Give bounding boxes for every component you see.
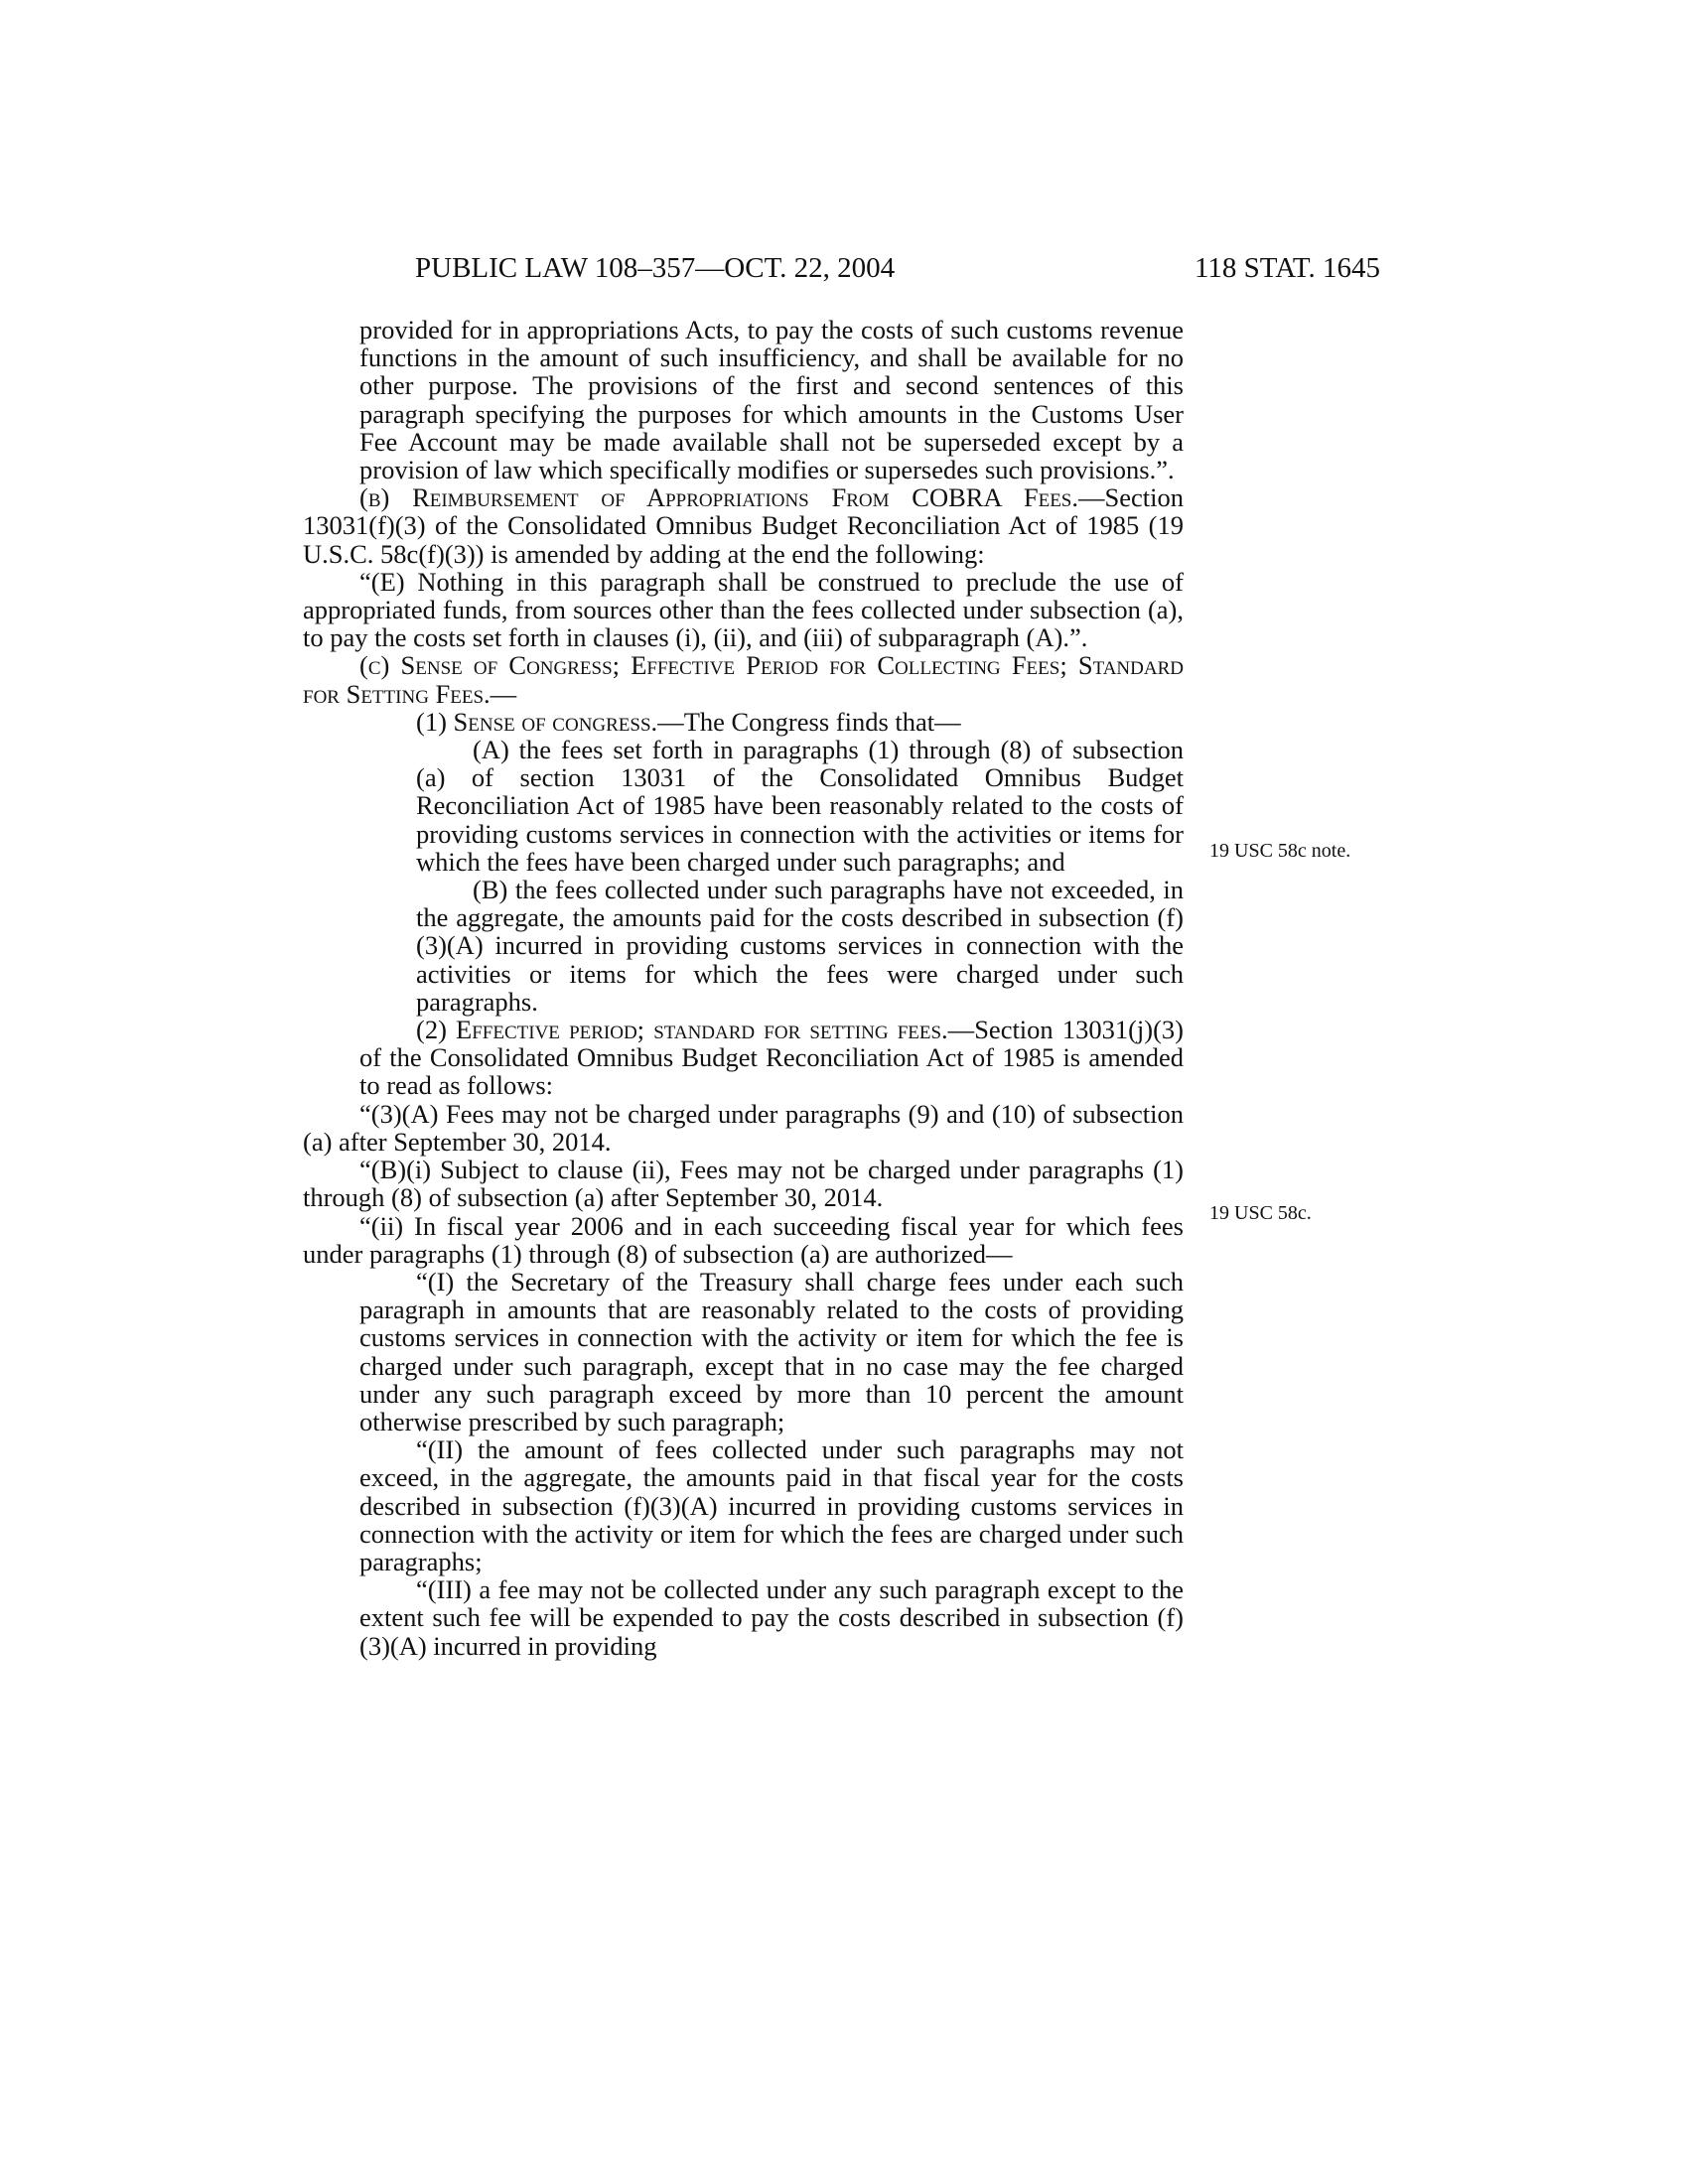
paragraph-c1-b: (B) the fees collected under such paragraphs have not exceeded, in the aggregate, the amounts paid for the costs described in subsection (f)(3)(A) incurred in providing customs services in connection with the activities or items for which the fees were charged under such paragraphs. — [416, 875, 1184, 1017]
paragraph-c2-text: Section 13031(j)(3) of the Consolidated Omnibus Budget Reconciliation Act of 1985 is amended to read as follows: — [359, 1015, 1184, 1101]
paragraph-c2-heading: (2) Effective period; standard for setting fees.— — [416, 1015, 975, 1045]
paragraph-continued: provided for in appropriations Acts, to pay the costs of such customs revenue functions in the amount of such insufficiency, and shall be available for no other purpose. The provisions of the first and second sentences of this paragraph specifying the purposes for which amounts in the Customs User Fee Account may be made available shall not be superseded except by a provision of law which specifically modifies or supersedes such provisions.”. — [359, 315, 1184, 485]
paragraph-subclause-i: “(I) the Secretary of the Treasury shall charge fees under each such paragraph in amounts that are reasonably related to the costs of providing customs services in connection with the activity or item for which the fee is charged under such paragraph, except that in no case may the fee charged under any such paragraph exceed by more than 10 percent the amount otherwise prescribed by such paragraph; — [359, 1266, 1184, 1436]
margin-note-usc-58c: 19 USC 58c. — [1209, 1202, 1312, 1224]
page-body — [303, 316, 1184, 1660]
paragraph-c1-heading: (1) Sense of congress.— — [416, 706, 684, 737]
page-header — [415, 248, 1380, 288]
paragraph-c1 — [303, 708, 1184, 736]
paragraph-b-text: Section 13031(f)(3) of the Consolidated Omnibus Budget Reconciliation Act of 1985 (19 U.S.C. 58c(f)(3)) is amended by adding at the end the following: — [303, 482, 1184, 569]
paragraph-c1-a: (A) the fees set forth in paragraphs (1) through (8) of subsection (a) of section 13031 of the Consolidated Omnibus Budget Reconciliation Act of 1985 have been reasonably related to the costs of providing customs services in connection with the activities or items for which the fees have been charged under such paragraphs; and — [416, 735, 1184, 877]
paragraph-c-heading: (c) Sense of Congress; Effective Period for Collecting Fees; Standard for Setting Fees.— — [303, 650, 1184, 709]
paragraph-3b-i-quote: “(B)(i) Subject to clause (ii), Fees may not be charged under paragraphs (1) through (8) of subsection (a) after September 30, 2014. — [303, 1155, 1184, 1213]
paragraph-c1-text: The Congress finds that— — [683, 706, 961, 737]
paragraph-subclause-ii: “(II) the amount of fees collected under such paragraphs may not exceed, in the aggregate, the amounts paid in that fiscal year for the costs described in subsection (f)(3)(A) incurred in providing customs services in connection with the activity or item for which the fees are charged under such paragraphs; — [359, 1434, 1184, 1576]
paragraph-3b-ii-quote: “(ii) In fiscal year 2006 and in each succeeding fiscal year for which fees under paragraphs (1) through (8) of subsection (a) are authorized— — [303, 1210, 1184, 1269]
paragraph-b-heading: (b) Reimbursement of Appropriations From COBRA Fees.— — [359, 482, 1105, 513]
statute-page-number: 118 STAT. 1645 — [1195, 252, 1380, 284]
running-head: PUBLIC LAW 108–357—OCT. 22, 2004 — [415, 252, 896, 284]
paragraph-e-quote: “(E) Nothing in this paragraph shall be construed to preclude the use of appropriated funds, from sources other than the fees collected under subsection (a), to pay the costs set forth in clauses (i), (ii), and (iii) of subparagraph (A).”. — [303, 566, 1184, 653]
margin-note-usc-58c-note: 19 USC 58c note. — [1209, 840, 1351, 862]
paragraph-3a-quote: “(3)(A) Fees may not be charged under paragraphs (9) and (10) of subsection (a) after September 30, 2014. — [303, 1098, 1184, 1157]
paragraph-c2 — [303, 1016, 1184, 1100]
paragraph-b — [303, 483, 1184, 568]
paragraph-subclause-iii: “(III) a fee may not be collected under any such paragraph except to the extent such fee will be expended to pay the costs described in subsection (f)(3)(A) incurred in providing — [359, 1574, 1184, 1661]
